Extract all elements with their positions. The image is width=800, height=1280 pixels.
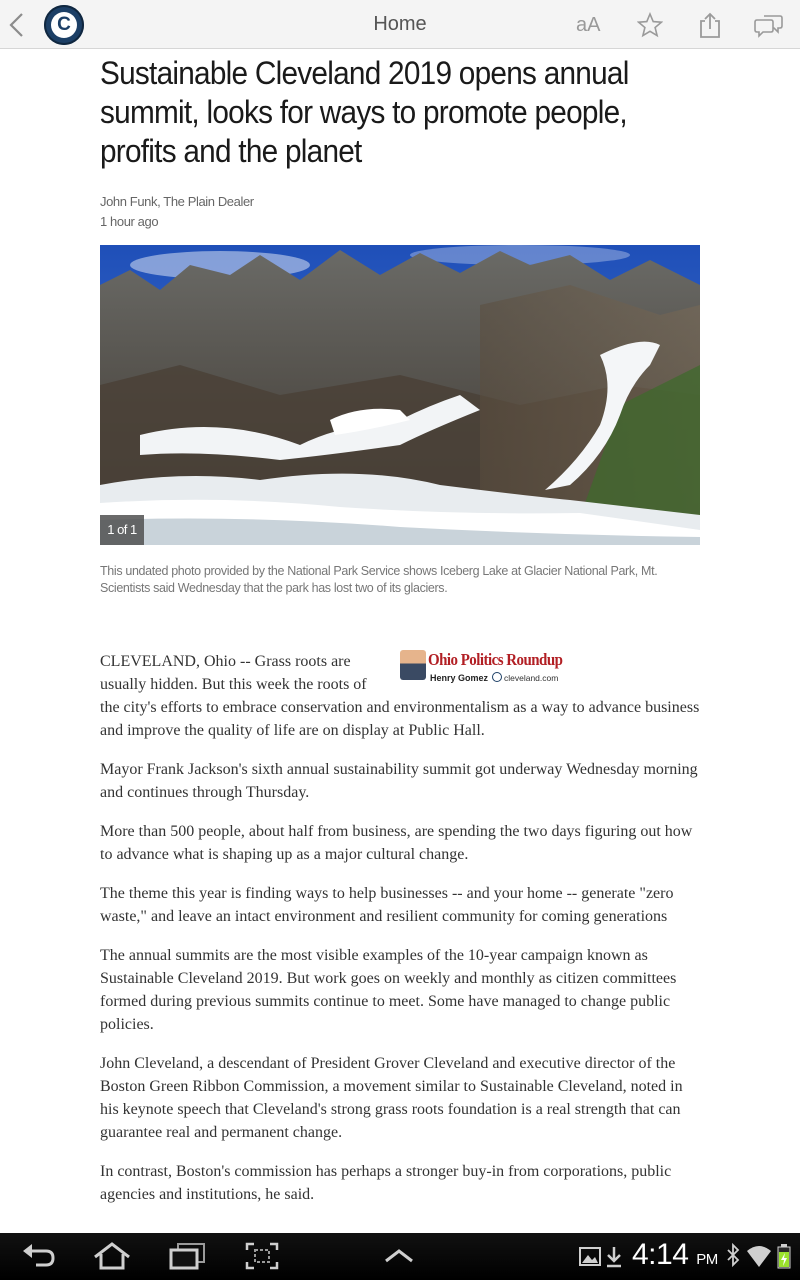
app-bar xyxy=(0,0,800,49)
author[interactable]: John Funk, The Plain Dealer xyxy=(100,194,254,209)
bluetooth-icon xyxy=(726,1241,740,1271)
nav-back-icon[interactable] xyxy=(22,1241,56,1271)
status-clock xyxy=(632,1238,718,1272)
battery-icon xyxy=(776,1241,792,1271)
gallery-notification-icon[interactable] xyxy=(578,1241,602,1271)
promo-author: Henry Gomez xyxy=(430,673,489,683)
recent-apps-icon[interactable] xyxy=(168,1241,206,1271)
screenshot-icon[interactable] xyxy=(244,1241,280,1271)
page-title: Home xyxy=(373,13,427,35)
paragraph-2: Mayor Frank Jackson's sixth annual sustainability summit got underway Wednesday morning and continues through Thursday. xyxy=(100,761,698,801)
system-navigation-bar xyxy=(0,1233,800,1280)
promo-title: Ohio Politics Roundup xyxy=(428,650,563,669)
article-photo[interactable] xyxy=(100,245,700,545)
back-arrow-icon[interactable] xyxy=(6,10,28,40)
paragraph-4: The theme this year is finding ways to help businesses -- and your home -- generate "zero waste," and leave an intact environment and resilient community for coming generations xyxy=(100,885,674,925)
share-icon[interactable] xyxy=(697,12,723,38)
nav-home-icon[interactable] xyxy=(92,1241,132,1271)
comment-icon[interactable] xyxy=(754,12,784,38)
paragraph-7: In contrast, Boston's commission has perhaps a stronger buy-in from corporations, public agencies and institutions, he said. xyxy=(100,1163,672,1203)
download-icon[interactable] xyxy=(604,1241,624,1271)
clock-time: 4:14 xyxy=(632,1238,689,1271)
photo-counter: 1 of 1 xyxy=(100,515,144,545)
ohio-politics-promo[interactable] xyxy=(400,650,700,692)
wifi-icon xyxy=(746,1241,772,1271)
app-logo[interactable] xyxy=(44,5,84,45)
nav-up-icon[interactable] xyxy=(382,1241,416,1271)
timestamp: 1 hour ago xyxy=(100,214,159,229)
star-icon[interactable] xyxy=(637,12,663,38)
promo-site-label: cleveland.com xyxy=(504,673,559,683)
author-avatar xyxy=(400,650,426,680)
byline xyxy=(100,192,254,232)
paragraph-3: More than 500 people, about half from business, are spending the two days figuring out how to advance what is shaping up as a major cultural change. xyxy=(100,823,693,863)
app-logo-letter: C xyxy=(51,12,77,38)
article-body xyxy=(100,650,700,1222)
article-headline: Sustainable Cleveland 2019 opens annual summit, looks for ways to promote people, profits and the planet xyxy=(100,55,629,169)
paragraph-5: The annual summits are the most visible examples of the 10-year campaign known as Sustainable Cleveland 2019. But work goes on weekly and monthly as citizen committees formed during previous summits continue to meet. Some have managed to change public policies. xyxy=(100,947,677,1033)
cleveland-logo-icon xyxy=(492,672,502,682)
glacier-landscape-image xyxy=(100,245,700,545)
photo-caption: This undated photo provided by the National Park Service shows Iceberg Lake at Glacier National Park, Mt. Scientists said Wednesday that the park has lost two of its glaciers. xyxy=(100,564,658,595)
promo-site xyxy=(492,667,558,690)
text-size-button[interactable]: aA xyxy=(576,14,601,36)
paragraph-1: CLEVELAND, Ohio -- Grass roots are usually hidden. But this week the roots of the city's efforts to embrace conservation and environmentalism as a way to advance business and improve the quality of life are on display at Public Hall. xyxy=(100,653,700,739)
clock-ampm: PM xyxy=(696,1251,718,1268)
paragraph-6: John Cleveland, a descendant of President Grover Cleveland and executive director of the Boston Green Ribbon Commission, a movement similar to Sustainable Cleveland, noted in his keynote speech that Cleveland's strong grass roots foundation is a real strength that can guarantee real and permanent change. xyxy=(100,1055,683,1141)
